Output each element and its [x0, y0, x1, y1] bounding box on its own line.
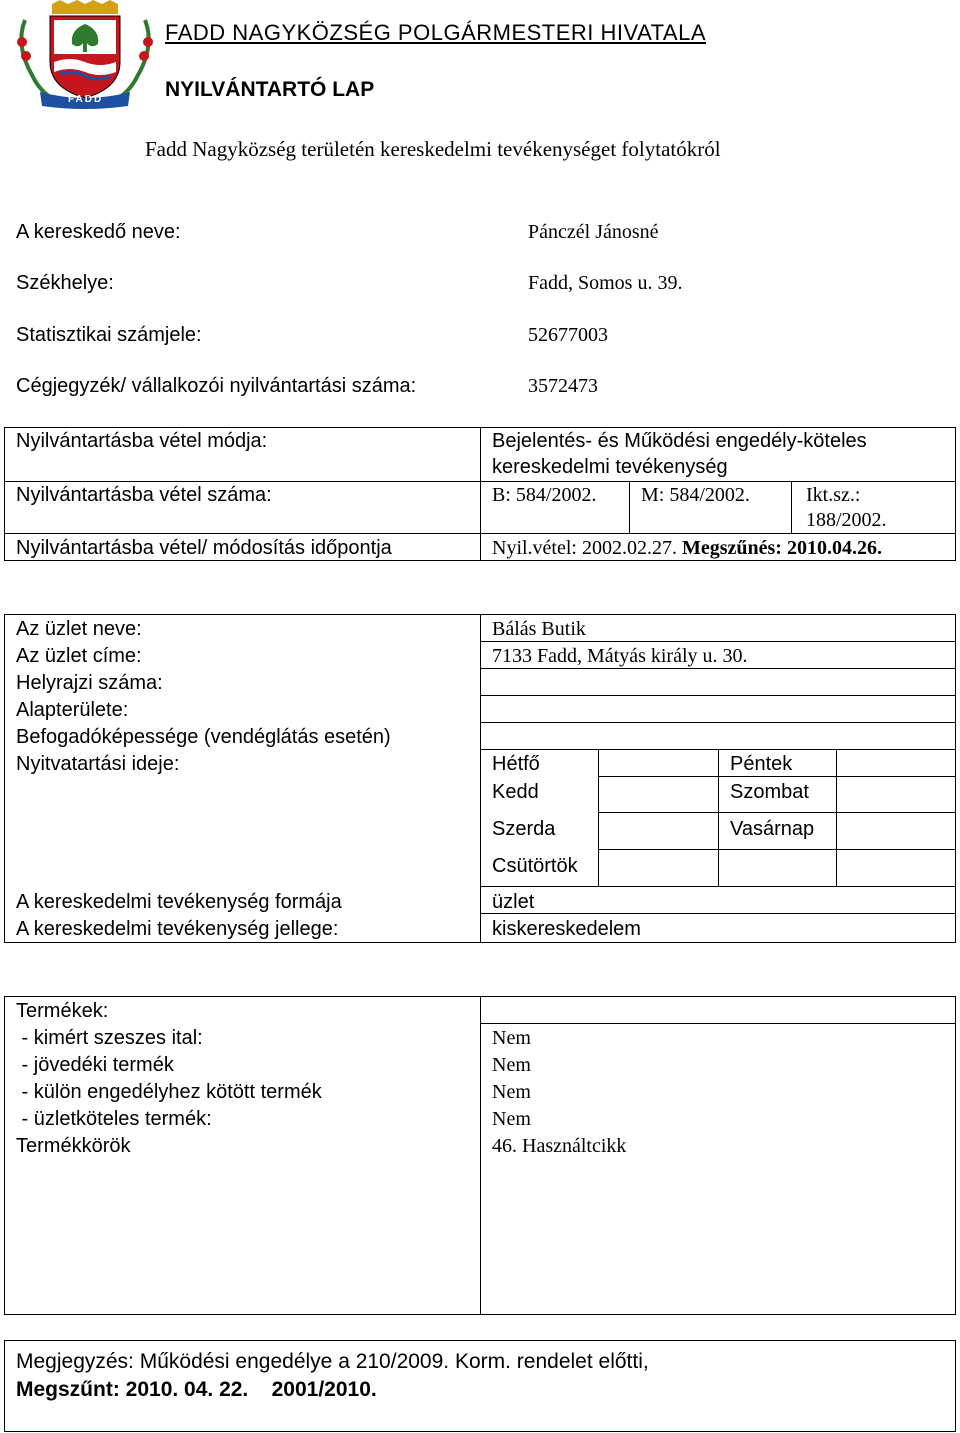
stat-label: Statisztikai számjele: [16, 324, 202, 346]
reg-date-start: Nyil.vétel: 2002.02.27. [492, 537, 677, 559]
note-line-1: Megjegyzés: Működési engedélye a 210/2009. Korm. rendelet előtti, [16, 1350, 649, 1373]
product-value: Nem [492, 1108, 531, 1130]
product-groups-label: Termékkörök [16, 1135, 131, 1157]
shop-address-label: Az üzlet címe: [16, 645, 142, 667]
day-friday: Péntek [730, 753, 793, 775]
product-label: - külön engedélyhez kötött termék [16, 1081, 322, 1103]
product-label: - üzletköteles termék: [16, 1108, 212, 1130]
reg-date-value [492, 536, 882, 560]
note-line-2: Megszűnt: 2010. 04. 22. 2001/2010. [16, 1378, 377, 1401]
product-label: - jövedéki termék [16, 1054, 174, 1076]
shop-name-value: Bálás Butik [492, 618, 586, 640]
product-value: Nem [492, 1027, 531, 1049]
day-tuesday: Kedd [492, 781, 539, 803]
product-label: - kimért szeszes ital: [16, 1027, 203, 1049]
activity-type-label: A kereskedelmi tevékenység jellege: [16, 918, 339, 940]
reg-number-m: M: 584/2002. [641, 484, 750, 506]
logo-text: FADD [68, 94, 104, 105]
product-value: Nem [492, 1081, 531, 1103]
activity-type-value: kiskereskedelem [492, 918, 641, 940]
reg-value: 3572473 [528, 375, 598, 397]
reg-number-ikt-2: 188/2002. [806, 509, 887, 531]
day-saturday: Szombat [730, 781, 809, 803]
shop-area-label: Alapterülete: [16, 699, 129, 721]
reg-number-b: B: 584/2002. [492, 484, 597, 506]
seat-label: Székhelye: [16, 272, 114, 294]
shop-address-value: 7133 Fadd, Mátyás király u. 30. [492, 645, 748, 667]
seat-value: Fadd, Somos u. 39. [528, 272, 683, 294]
reg-number-ikt-1: Ikt.sz.: [806, 484, 861, 506]
shop-name-label: Az üzlet neve: [16, 618, 142, 640]
page-subtitle: Fadd Nagyközség területén kereskedelmi tevékenységet folytatókról [145, 137, 721, 161]
reg-label: Cégjegyzék/ vállalkozói nyilvántartási száma: [16, 375, 417, 397]
reg-date-label: Nyilvántartásba vétel/ módosítás időpontja [16, 537, 392, 559]
day-sunday: Vasárnap [730, 818, 815, 840]
product-value: Nem [492, 1054, 531, 1076]
coat-of-arms-logo [10, 0, 160, 110]
activity-form-value: üzlet [492, 891, 535, 913]
day-wednesday: Szerda [492, 818, 556, 840]
reg-mode-value-1: Bejelentés- és Működési engedély-köteles [492, 430, 867, 452]
product-groups-value: 46. Használtcikk [492, 1135, 627, 1157]
shop-lot-label: Helyrajzi száma: [16, 672, 163, 694]
day-thursday: Csütörtök [492, 855, 578, 877]
reg-mode-label: Nyilvántartásba vétel módja: [16, 430, 268, 452]
form-title: NYILVÁNTARTÓ LAP [165, 78, 375, 101]
opening-hours-label: Nyitvatartási ideje: [16, 753, 180, 775]
merchant-name-value: Pánczél Jánosné [528, 221, 659, 243]
reg-date-end: Megszűnés: 2010.04.26. [681, 537, 882, 559]
reg-mode-value-2: kereskedelmi tevékenység [492, 456, 728, 478]
reg-number-label: Nyilvántartásba vétel száma: [16, 484, 272, 506]
day-monday: Hétfő [492, 753, 540, 775]
office-title: FADD NAGYKÖZSÉG POLGÁRMESTERI HIVATALA [165, 20, 706, 45]
products-title: Termékek: [16, 1000, 109, 1022]
merchant-name-label: A kereskedő neve: [16, 221, 181, 243]
shop-capacity-label: Befogadóképessége (vendéglátás esetén) [16, 726, 391, 748]
activity-form-label: A kereskedelmi tevékenység formája [16, 891, 342, 913]
stat-value: 52677003 [528, 324, 608, 346]
